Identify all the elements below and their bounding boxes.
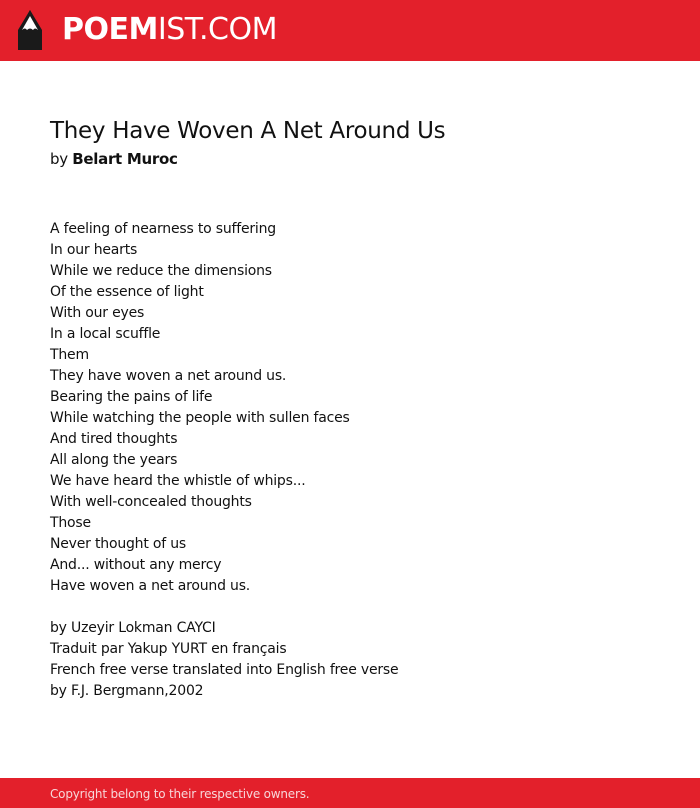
poem-line: With well-concealed thoughts (50, 494, 252, 510)
by-label: by (50, 150, 68, 168)
credit-line: by F.J. Bergmann,2002 (50, 683, 204, 699)
poem-line: Of the essence of light (50, 284, 204, 300)
poem-line: While we reduce the dimensions (50, 263, 272, 279)
poem-line: While watching the people with sullen faces (50, 410, 350, 426)
credit-line: French free verse translated into English free verse (50, 662, 399, 678)
poem-line: They have woven a net around us. (50, 368, 287, 384)
poem-line: In our hearts (50, 242, 138, 258)
poem-line: And... without any mercy (50, 557, 222, 573)
poem-line: Those (50, 515, 91, 531)
poem-line: And tired thoughts (50, 431, 178, 447)
stanza-gap (50, 597, 398, 618)
poem-line: In a local scuffle (50, 326, 161, 342)
site-header (0, 0, 700, 61)
brand-logo[interactable] (62, 12, 277, 48)
site-footer (0, 778, 700, 808)
poem-line: All along the years (50, 452, 178, 468)
copyright-text: Copyright belong to their respective owners. (50, 787, 310, 801)
poem-line: A feeling of nearness to suffering (50, 221, 276, 237)
poem-body (50, 219, 398, 702)
credit-line: Traduit par Yakup YURT en français (50, 641, 287, 657)
brand-bold-text: POEM (62, 12, 158, 47)
author-name[interactable]: Belart Muroc (72, 150, 178, 168)
poem-line: We have heard the whistle of whips... (50, 473, 306, 489)
poem-title: They Have Woven A Net Around Us (50, 118, 446, 144)
poem-line: With our eyes (50, 305, 145, 321)
poem-line: Bearing the pains of life (50, 389, 213, 405)
byline (50, 149, 178, 169)
poem-line: Them (50, 347, 89, 363)
brand-light-text: IST.COM (157, 12, 277, 47)
poem-line: Never thought of us (50, 536, 187, 552)
pencil-tip-icon[interactable] (17, 10, 43, 52)
poem-line: Have woven a net around us. (50, 578, 251, 594)
credit-line: by Uzeyir Lokman CAYCI (50, 620, 216, 636)
